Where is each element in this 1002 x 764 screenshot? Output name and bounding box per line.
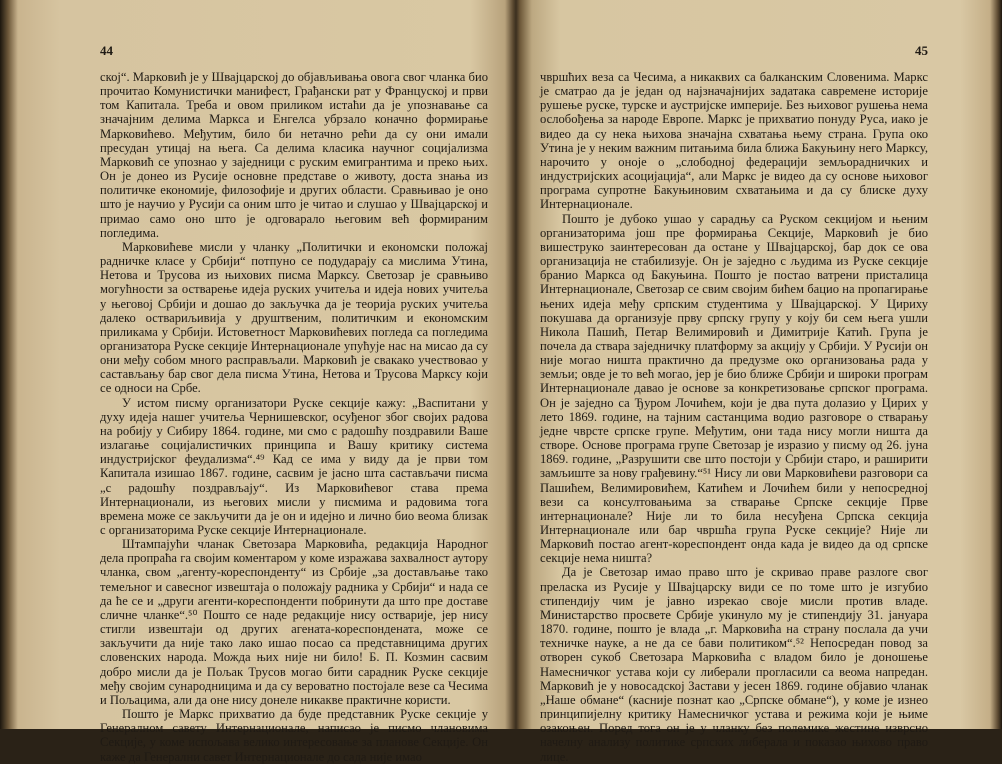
paragraph: чвршћих веза са Чесима, а никаквих са балканским Словенима. Маркс је сматрао да је један од најзначајнијих задатака савремене историје рушење руске, турске и аустријске империје. Без њиховог рушења нема ослобођења за народе Европе. Маркс је прихватио понуду Руса, иако је видео да су нека њихова значајна схватања њему страна. Група око Утина је у неким важним питањима била ближа Бакуњину него Марксу, нарочито у оноjе о „слободној федерацији земљорадничких и индустријских асоцијација“, али Маркс је видео да су основе њиховог програма супротне Бакуњиновим схватањима и да су блиске духу Интернационале. <box>540 70 928 212</box>
body-text <box>100 70 488 764</box>
right-page <box>540 0 928 764</box>
left-page <box>100 0 488 764</box>
paragraph: Пошто је дубоко ушао у сарадњу са Руском секцијом и њеним организаторима још пре формирања Секције, Марковић је био вишеструко заинтересован да остане у Швајцарској, бар док се ова организација не стабилизује. Он је заједно с људима из Руске секције бранио Маркса од Бакуњина. Пошто је постао ватрени присталица Интернационале, Светозар се свим својим бићем бацио на пропагирање њених идеја међу српским студентима у Швајцарској. У Цириху покушава да организује прву српску групу у коју би сем њега ушли Никола Пашић, Петар Велимировић и Димитрије Катић. Група је почела да ствара заједничку платформу за акцију у Србији. У Русији он није могао ништа практично да предузме око организовања рада у земљи; овде је то већ могао, јер је био ближе Србији и широки програм Интернационале давао је основе за конкретизовање српског програма. Он је заједно са Ђуром Лочићем, који је два пута долазио у Цирих у лето 1869. године, на тајним састанцима водио разговоре о стварању једне чврсте српске групе. Међутим, они тада нису могли ништа да створе. Основе програма групе Светозар је изразио у писму од 26. јуна 1869. године, „Разрушити све што постоји у Србији старо, и раширити замљиште за нову грађевину.“⁵¹ Нису ли ови Марковићеви разговори са Пашићем, Велимировићем, Катићем и Лочићем били у непосредној вези са консултовањима за стварање Српске секције Прве интернационале? Није ли то била несуђена Српска секција Интернационале или бар чвршћа група Руске секције? Није ли Марковић постао агент-кореспондент онда када је видео да од српске секције нема ништа? <box>540 211 928 566</box>
page-number: 44 <box>100 43 113 58</box>
paragraph: Пошто је Маркс прихватио да буде представник Руске секције у Генералном савету Интернационале, написао је писмо члановима Секције, у коме испољава велико интересовање за планове Секције. Он каже да Генерални савет Интернационале до сада није имао <box>100 707 488 764</box>
paragraph: Марковићеве мисли у чланку „Политички и економски положај радничке класе у Србији“ потпуно се подударају са мислима Утина, Нетова и Трусова из њихових писма Марксу. Светозар је сравњиво могућности за остварење идеја руских учитеља и идеја нових учитеља у његовој Србији и дошао до закључка да је теорија руских учитеља далеко оствариљивија у друштвеним, политичким и економским приликама у Србији. Истоветност Марковићевих погледа са погледима организатора Руске секције Интернационале упућује нас на мисао да су они међу собом много расправљали. Марковић је свакако учествовао у састављању бар свог дела писма Утина, Нетова и Трусова Марксу који се односи на Србе. <box>100 239 488 396</box>
paragraph: Да је Светозар имао право што је скривао праве разлоге свог преласка из Русије у Швајцарску види се по томе што је изгубио стипендију чим је јавно изрекао своје мисли против владе. Министарство просвете Србије укинуло му је стипендију 31. јануара 1870. године, пошто је влада „г. Марковића на страну послала да учи техничке науке, а не да се бави политиком“.⁵² Непосредан повод за отворен сукоб Светозара Марковића с владом било је доношење Намесничког устава који су либерали прогласили са веома напредан. Марковић је у новосадској Застави у јесен 1869. године објавио чланак „Наше обмане“ (касније познат као „Српске обмане“), у коме је изнео принципијелну критику Намесничког устава и режима који је њиме озакоњен. Поред тога он је у чланку без полемике жестине изврсно начелну анализу политике српских либерала и показао њихово право лице. <box>540 565 928 764</box>
page-number: 45 <box>915 43 928 58</box>
body-text <box>540 70 928 764</box>
paragraph: Штампајући чланак Светозара Марковића, редакција Народног дела пропраћа га својим коментаром у коме изражава захвалност аутору чланка, свом „агенту-кореспонденту“ из Србије „за достављање тако темељног и савесног извештаја о положају радника у Србији“ и нада се да ће се и „други агенти-кореспонденти побринути да што пре доставе сличне чланке“.⁵⁰ Пошто се наде редакције нису остварије, јер нису стигли извештаји од других агената-кореспондената, може се закључити да није тако лако ишао посао са представницима других словенских народа. Можда њих није ни било! Б. П. Козмин сасвим добро мисли да је Пољак Трусов могао бити сарадник Руске секције међу својим сународницима и да су вероватно постојале везе са Чесима и Пољацима, али да оне нису донеле никакве практичне користи. <box>100 537 488 707</box>
paragraph: У истом писму организатори Руске секције кажу: „Васпитани у духу идеја нашег учитеља Чернишевског, осуђеног због својих радова на робију у Сибиру 1864. године, ми смо с радошћу поздравили Ваше излагање социјалистичких принципа и Вашу критику система индустријског феудализма“.⁴⁹ Кад се има у виду да је први том Капитала изишао 1867. године, сасвим је јасно шта састављачи писма „с радошћу поздрављају“. Из Марковићевог става према Интернационали, из његових мисли у писмима и радовима тога времена може се закључити да је он и идејно и лично био веома близак с организаторима Руске секције Интернационале. <box>100 395 488 537</box>
paragraph: ској“. Марковић је у Швајцарској до објављивања овога свог чланка био прочитао Комунистички манифест, Грађански рат у Француској и први том Капитала. Треба и овом приликом истаћи да је упознавање са значајним делима Маркса и Енгелса убрзало коначно формирање Марковићево. Међутим, било би нетачно рећи да су они имали пресудан утицај на њега. Са делима класика научног социјализма Марковић се упознао у заједници с руским емигрантима и преко њих. Он је донео из Русије основне представе о животу, доста знања из политичке економије, филозофије и других области. Сравњивао је оно што је научио у Русији са оним што је читао и слушао у Швајцарској и примао само оно што је одговарало његовим већ формираним погледима. <box>100 70 488 240</box>
